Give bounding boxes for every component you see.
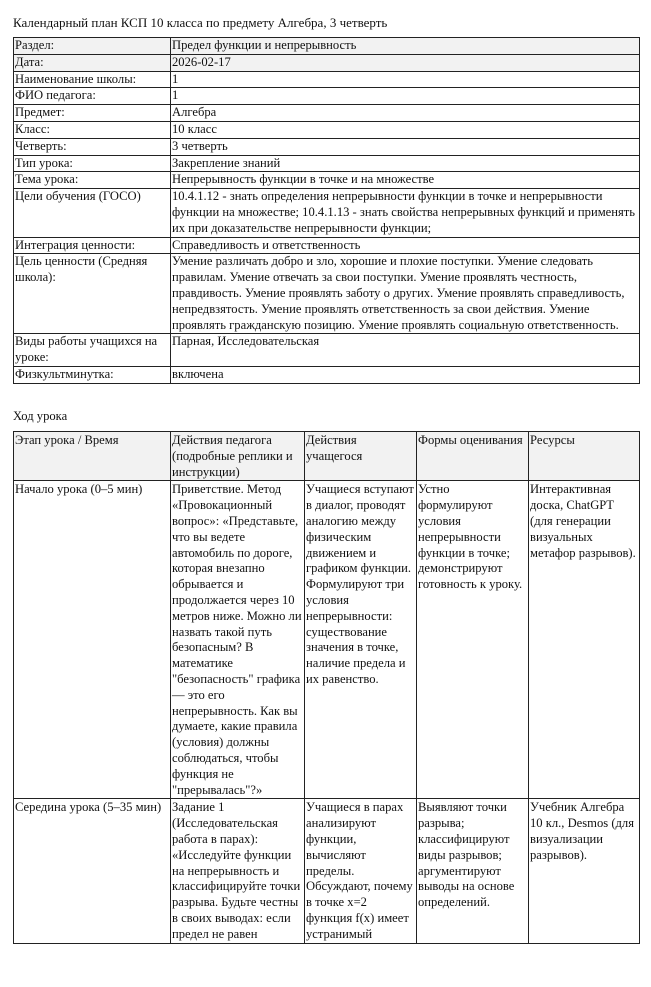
meta-value: Закрепление знаний xyxy=(171,155,640,172)
meta-row xyxy=(14,54,640,71)
plan-header-row xyxy=(14,432,640,481)
header-student-actions: Действия учащегося xyxy=(305,432,417,481)
meta-row xyxy=(14,105,640,122)
meta-label: Класс: xyxy=(14,121,171,138)
meta-value: 3 четверть xyxy=(171,138,640,155)
meta-value: 2026-02-17 xyxy=(171,54,640,71)
meta-label: Физкультминутка: xyxy=(14,366,171,383)
meta-row xyxy=(14,189,640,237)
meta-label: Интеграция ценности: xyxy=(14,237,171,254)
meta-label: Четверть: xyxy=(14,138,171,155)
meta-row xyxy=(14,334,640,367)
meta-label: Дата: xyxy=(14,54,171,71)
student-actions-cell: Учащиеся вступают в диалог, проводят аналогию между физическим движением и графиком функции. Формулируют три условия непрерывности: существование значения в точке, наличие предела и их равенство. xyxy=(305,481,417,799)
meta-value: Справедливость и ответственность xyxy=(171,237,640,254)
meta-row xyxy=(14,121,640,138)
meta-row xyxy=(14,172,640,189)
header-teacher-actions: Действия педагога (подробные реплики и инструкции) xyxy=(171,432,305,481)
meta-label: Предмет: xyxy=(14,105,171,122)
meta-label: Виды работы учащихся на уроке: xyxy=(14,334,171,367)
meta-value: Непрерывность функции в точке и на множестве xyxy=(171,172,640,189)
lesson-plan-table xyxy=(13,431,640,944)
meta-value: 1 xyxy=(171,71,640,88)
meta-row xyxy=(14,237,640,254)
meta-row xyxy=(14,38,640,55)
document-title: Календарный план КСП 10 класса по предмету Алгебра, 3 четверть xyxy=(13,15,388,30)
assessment-cell: Выявляют точки разрыва; классифицируют виды разрывов; аргументируют выводы на основе определений. xyxy=(417,799,529,943)
meta-row xyxy=(14,138,640,155)
plan-row xyxy=(14,799,640,943)
meta-value: 1 xyxy=(171,88,640,105)
lesson-meta-table xyxy=(13,37,640,384)
meta-value: 10 класс xyxy=(171,121,640,138)
meta-label: Тип урока: xyxy=(14,155,171,172)
meta-row xyxy=(14,155,640,172)
stage-cell: Середина урока (5–35 мин) xyxy=(14,799,171,943)
meta-value: включена xyxy=(171,366,640,383)
student-actions-cell: Учащиеся в парах анализируют функции, вычисляют пределы. Обсуждают, почему в точке x=2 функция f(x) имеет устранимый xyxy=(305,799,417,943)
meta-label: Раздел: xyxy=(14,38,171,55)
meta-row xyxy=(14,71,640,88)
lesson-flow-title: Ход урока xyxy=(13,409,68,423)
header-assessment: Формы оценивания xyxy=(417,432,529,481)
meta-value: Умение различать добро и зло, хорошие и плохие поступки. Умение следовать правилам. Умение отвечать за свои поступки. Умение проявлять честность, правдивость. Умение проявлять заботу о других. Умение проявлять справедливость, непредвзятость. Умение проявлять ответственность за свои действия. Умение проявлять гражданскую позицию. Умение проявлять социальную ответственность. xyxy=(171,254,640,334)
meta-label: ФИО педагога: xyxy=(14,88,171,105)
header-stage: Этап урока / Время xyxy=(14,432,171,481)
meta-row xyxy=(14,366,640,383)
meta-row xyxy=(14,254,640,334)
plan-row xyxy=(14,481,640,799)
teacher-actions-cell: Задание 1 (Исследовательская работа в парах): «Исследуйте функции на непрерывность и классифицируйте точки разрыва. Будьте честны в своих выводах: если предел не равен xyxy=(171,799,305,943)
meta-label: Тема урока: xyxy=(14,172,171,189)
meta-value: Предел функции и непрерывность xyxy=(171,38,640,55)
assessment-cell: Устно формулируют условия непрерывности функции в точке; демонстрируют готовность к уроку. xyxy=(417,481,529,799)
meta-value: Алгебра xyxy=(171,105,640,122)
meta-value: 10.4.1.12 - знать определения непрерывности функции в точке и непрерывности функции на множестве; 10.4.1.13 - знать свойства непрерывных функций и применять их при доказательстве непрерывности функции; xyxy=(171,189,640,237)
header-resources: Ресурсы xyxy=(529,432,640,481)
stage-cell: Начало урока (0–5 мин) xyxy=(14,481,171,799)
meta-label: Цели обучения (ГОСО) xyxy=(14,189,171,237)
teacher-actions-cell: Приветствие. Метод «Провокационный вопрос»: «Представьте, что вы ведете автомобиль по дороге, которая внезапно обрывается и продолжается через 10 метров ниже. Можно ли назвать такой путь безопасным? В математике "безопасность" графика — это его непрерывность. Как вы думаете, какие правила (условия) должны соблюдаться, чтобы функция не "прерывалась"?» xyxy=(171,481,305,799)
meta-value: Парная, Исследовательская xyxy=(171,334,640,367)
meta-label: Наименование школы: xyxy=(14,71,171,88)
resources-cell: Интерактивная доска, ChatGPT (для генерации визуальных метафор разрывов). xyxy=(529,481,640,799)
resources-cell: Учебник Алгебра 10 кл., Desmos (для визуализации разрывов). xyxy=(529,799,640,943)
meta-label: Цель ценности (Средняя школа): xyxy=(14,254,171,334)
meta-row xyxy=(14,88,640,105)
